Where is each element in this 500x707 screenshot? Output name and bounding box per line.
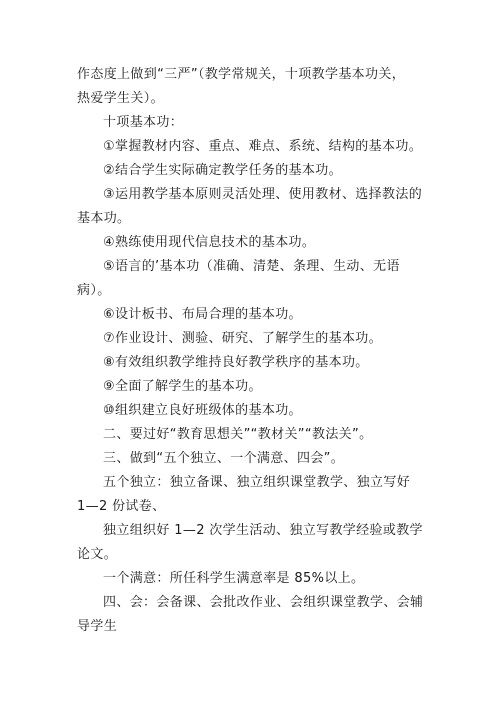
list-item: ⑧有效组织教学维持良好教学秩序的基本功。 — [103, 355, 369, 370]
list-item-continued: 基本功。 — [77, 211, 131, 226]
paragraph-line: 三、做到“五个独立、一个满意、四会”。 — [103, 451, 345, 466]
paragraph-line-continued: 1—2 份试卷、 — [77, 499, 166, 514]
list-item: ⑩组织建立良好班级体的基本功。 — [103, 403, 302, 418]
paragraph-line: 五个独立：独立备课、独立组织课堂教学、独立写好 — [103, 475, 411, 490]
paragraph-line: 一个满意：所任科学生满意率是 85%以上。 — [103, 571, 365, 586]
paragraph-line: 二、要过好“教育思想关”“教材关”“教法关”。 — [103, 427, 373, 442]
list-item: ⑤语言的’基本功（准确、清楚、条理、生动、无语 — [103, 259, 400, 274]
section-heading: 十项基本功： — [103, 115, 184, 130]
list-item: ⑨全面了解学生的基本功。 — [103, 379, 262, 394]
list-item: ⑦作业设计、测验、研究、了解学生的基本功。 — [103, 331, 383, 346]
paragraph-line: 四、会：会备课、会批改作业、会组织课堂教学、会辅 — [103, 595, 424, 610]
list-item-continued: 病）。 — [77, 283, 111, 298]
list-item: ④熟练使用现代信息技术的基本功。 — [103, 235, 316, 250]
list-item: ②结合学生实际确定教学任务的基本功。 — [103, 163, 342, 178]
text-line: 作态度上做到“三严”（教学常规关，十项教学基本功关， — [77, 67, 406, 82]
list-item: ⑥设计板书、布局合理的基本功。 — [103, 307, 302, 322]
paragraph-line-continued: 论文。 — [77, 547, 118, 562]
list-item: ③运用教学基本原则灵活处理、使用教材、选择教法的 — [103, 187, 423, 202]
text-line: 热爱学生关）。 — [77, 91, 164, 106]
list-item: ①掌握教材内容、重点、难点、系统、结构的基本功。 — [103, 139, 423, 154]
paragraph-line-continued: 导学生 — [77, 619, 118, 634]
paragraph-line: 独立组织好 1—2 次学生活动、独立写教学经验或教学 — [103, 523, 423, 538]
